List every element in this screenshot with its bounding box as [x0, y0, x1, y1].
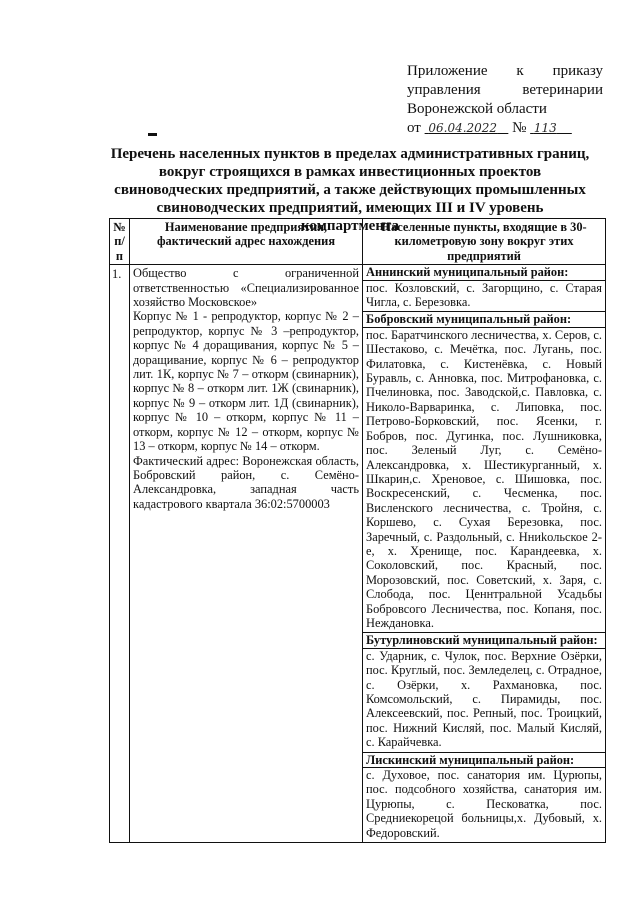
table-header-row [110, 219, 606, 265]
org-name: Общество с ограниченной ответственностью «Специализированное хозяйство Московское» [133, 266, 359, 310]
order-date-line [407, 119, 603, 138]
table-row [110, 265, 606, 843]
appendix-line-3: Воронежской области [407, 101, 547, 117]
district-villages: с. Ударник, с. Чулок, пос. Верхние Озёрки, пос. Круглый, пос. Земледелец, с. Отрадное, с. Озёрки, х. Рахмановка, пос. Комсомольский, с. Пирамиды, пос. Алексеевский, пос. Репный, пос. Троицкий, пос. Нижний Кисляй, пос. Малый Кисляй, с. Карайчевка. [366, 648, 602, 750]
district-name: Лискинский муниципальный район: [363, 753, 605, 768]
org-address: Фактический адрес: Воронежская область, Бобровский район, с. Семёно-Александровка, западная часть кадастрового квартала 36:02:5700003 [133, 453, 359, 511]
dash-mark [148, 133, 157, 136]
org-cell [130, 265, 363, 843]
district-villages: пос. Козловский, с. Загорщино, с. Старая Чигла, с. Березовка. [366, 280, 602, 310]
number-prefix: № [512, 120, 527, 136]
order-number [530, 120, 572, 136]
order-date [425, 120, 509, 136]
district-name: Аннинский муниципальный район: [363, 265, 605, 280]
district-block [363, 265, 605, 312]
district-block [363, 633, 605, 752]
appendix-line-1: Приложение к приказу [407, 63, 603, 79]
header-villages: Населенные пункты, входящие в 30-километровую зону вокруг этих предприятий [363, 219, 606, 265]
settlements-table [109, 218, 606, 843]
header-org: Наименование предприятия, фактический адрес нахождения [130, 219, 363, 265]
date-prefix: от [407, 120, 421, 136]
district-villages: с. Духовое, пос. санатория им. Цурюпы, пос. подсобного хозяйства, санатория им. Цурюпы, с. Песковатка, пос. Средниекорецой больницы,х. Дубовый, х. Федоровский. [366, 768, 602, 840]
document-title: Перечень населенных пунктов в пределах административных границ, вокруг строящихся в рамках инвестиционных проектов свиноводческих предприятий, а также действующих промышленных свиноводческих предприятий, имеющих III и IV уровень компартмента [110, 146, 590, 234]
order-number-value: 113 [533, 121, 557, 135]
row-number: 1. [110, 265, 130, 843]
appendix-line-2: управления ветеринарии [407, 82, 603, 98]
district-name: Бобровский муниципальный район: [363, 312, 605, 327]
order-date-value: 06.04.2022 [428, 121, 498, 135]
header-num: № п/п [110, 219, 130, 265]
appendix-header [407, 62, 603, 138]
district-name: Бутурлиновский муниципальный район: [363, 633, 605, 648]
villages-cell [363, 265, 606, 843]
district-villages: пос. Баратчинского лесничества, х. Серов, с. Шестаково, с. Мечётка, пос. Лугань, пос. Филатовка, с. Кистенёвка, с. Новый Буравль, с. Анновка, пос. Митрофановка, с. Пчелиновка, пос. Заводской,с. Павловка, с. Николо-Варваринка, с. Липовка, пос. Петрово-Борковский, пос. Ясенки, г. Бобров, пос. Дугинка, пос. Лушниковка, пос. Зеленый Луг, с. Семёно-Александровка, х. Шестикурганный, х. Шкарин,с. Хреновое, с. Шишовка, пос. Воскресенский, с. Чесменка, пос. Висленского лесничества, с. Тройня, с. Коршево, с. Сухая Березовка, пос. Заречный, с. Раздольный, с. Нниkольское 2-е, х. Хренище, пос. Карандеевка, х. Соколовский, пос. Красный, пос. Морозовский, пос. Советский, х. Заря, с. Слобода, пос. Ценнтральной Усадьбы Бобровсого Лесничества, пос. Копаня, пос. Неждановка. [366, 327, 602, 630]
org-buildings: Корпус № 1 - репродуктор, корпус № 2 – репродуктор, корпус № 3 –репродуктор, корпус № 4 доращивания, корпус № 5 – доращивание, корпус № 6 – репродуктор лит. 1К, корпус № 7 – откорм (свинарник), корпус № 8 – откорм лит. 1Ж (свинарник), корпус № 9 – откорм лит. 1Д (свинарник), корпус № 10 – откорм, корпус № 11 – откорм, корпус № 12 – откорм, корпус № 13 – откорм, корпус № 14 – откорм. [133, 309, 359, 454]
district-block [363, 753, 605, 842]
district-block [363, 312, 605, 633]
